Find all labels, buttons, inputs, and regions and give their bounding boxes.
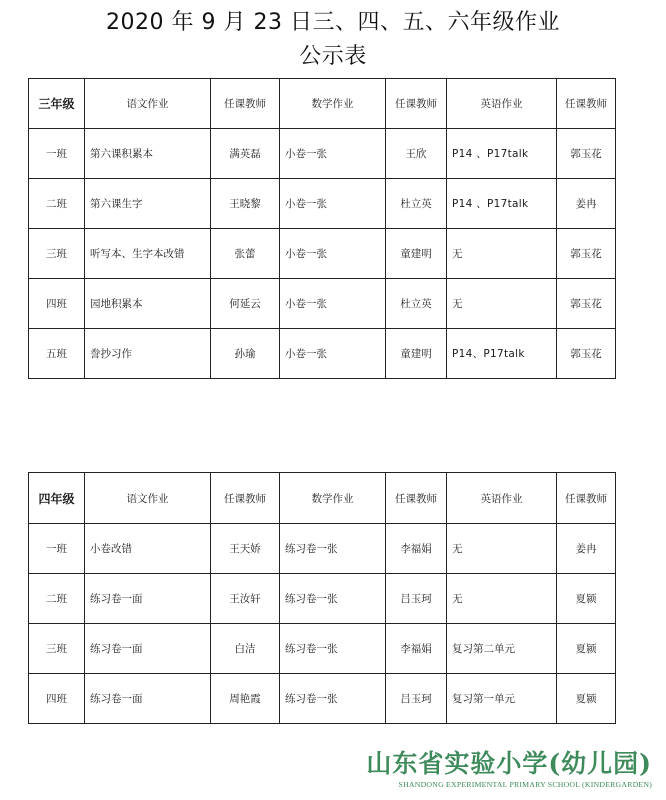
teacher-cell: 吕玉珂 — [386, 574, 447, 624]
chinese-homework-cell: 听写本、生字本改错 — [85, 229, 211, 279]
math-homework-cell: 练习卷一张 — [280, 624, 386, 674]
math-homework-cell: 小卷一张 — [280, 129, 386, 179]
grade4-homework-table — [28, 472, 616, 724]
teacher-cell: 吕玉珂 — [386, 674, 447, 724]
teacher-cell: 郭玉花 — [557, 129, 616, 179]
teacher-cell: 王欣 — [386, 129, 447, 179]
header-teacher: 任课教师 — [557, 473, 616, 524]
english-homework-cell: 无 — [447, 574, 557, 624]
english-homework-cell: 复习第二单元 — [447, 624, 557, 674]
header-teacher: 任课教师 — [386, 79, 447, 129]
teacher-cell: 满英磊 — [211, 129, 280, 179]
chinese-homework-cell: 园地积累本 — [85, 279, 211, 329]
english-homework-cell: P14 、P17talk — [447, 129, 557, 179]
chinese-homework-cell: 小卷改错 — [85, 524, 211, 574]
math-homework-cell: 练习卷一张 — [280, 674, 386, 724]
header-english-homework: 英语作业 — [447, 473, 557, 524]
teacher-cell: 孙瑜 — [211, 329, 280, 379]
english-homework-cell: P14、P17talk — [447, 329, 557, 379]
teacher-cell: 张蕾 — [211, 229, 280, 279]
class-cell: 二班 — [29, 574, 85, 624]
header-teacher: 任课教师 — [386, 473, 447, 524]
teacher-cell: 姜冉 — [557, 179, 616, 229]
class-cell: 三班 — [29, 624, 85, 674]
table-row — [29, 524, 616, 574]
table-row — [29, 574, 616, 624]
math-homework-cell: 小卷一张 — [280, 179, 386, 229]
header-teacher: 任课教师 — [211, 79, 280, 129]
table-row — [29, 624, 616, 674]
chinese-homework-cell: 第六课生字 — [85, 179, 211, 229]
math-homework-cell: 练习卷一张 — [280, 574, 386, 624]
table-row — [29, 229, 616, 279]
chinese-homework-cell: 练习卷一面 — [85, 574, 211, 624]
document-title-line1: 2020 年 9 月 23 日三、四、五、六年级作业 — [106, 10, 560, 35]
grade-label-cell: 三年级 — [29, 79, 85, 129]
header-chinese-homework: 语文作业 — [85, 79, 211, 129]
teacher-cell: 李福娟 — [386, 624, 447, 674]
teacher-cell: 姜冉 — [557, 524, 616, 574]
chinese-homework-cell: 第六课积累本 — [85, 129, 211, 179]
teacher-cell: 童建明 — [386, 329, 447, 379]
header-english-homework: 英语作业 — [447, 79, 557, 129]
table-row — [29, 129, 616, 179]
class-cell: 五班 — [29, 329, 85, 379]
school-name-english: SHANDONG EXPERIMENTAL PRIMARY SCHOOL (KINDERGARDEN) — [398, 780, 652, 789]
teacher-cell: 王天娇 — [211, 524, 280, 574]
teacher-cell: 王汝轩 — [211, 574, 280, 624]
header-math-homework: 数学作业 — [280, 473, 386, 524]
class-cell: 一班 — [29, 129, 85, 179]
english-homework-cell: 复习第一单元 — [447, 674, 557, 724]
grade-label-cell: 四年级 — [29, 473, 85, 524]
chinese-homework-cell: 练习卷一面 — [85, 674, 211, 724]
english-homework-cell: 无 — [447, 524, 557, 574]
header-teacher: 任课教师 — [557, 79, 616, 129]
teacher-cell: 周艳霞 — [211, 674, 280, 724]
math-homework-cell: 小卷一张 — [280, 279, 386, 329]
teacher-cell: 杜立英 — [386, 279, 447, 329]
teacher-cell: 白洁 — [211, 624, 280, 674]
teacher-cell: 郭玉花 — [557, 329, 616, 379]
english-homework-cell: 无 — [447, 279, 557, 329]
table-row — [29, 179, 616, 229]
grade3-homework-table — [28, 78, 616, 379]
teacher-cell: 杜立英 — [386, 179, 447, 229]
math-homework-cell: 小卷一张 — [280, 229, 386, 279]
header-chinese-homework: 语文作业 — [85, 473, 211, 524]
table-row — [29, 674, 616, 724]
teacher-cell: 夏颍 — [557, 674, 616, 724]
table-header-row — [29, 79, 616, 129]
table-row — [29, 329, 616, 379]
teacher-cell: 王晓黎 — [211, 179, 280, 229]
math-homework-cell: 练习卷一张 — [280, 524, 386, 574]
class-cell: 一班 — [29, 524, 85, 574]
teacher-cell: 童建明 — [386, 229, 447, 279]
english-homework-cell: P14 、P17talk — [447, 179, 557, 229]
teacher-cell: 郭玉花 — [557, 279, 616, 329]
teacher-cell: 夏颍 — [557, 624, 616, 674]
teacher-cell: 何延云 — [211, 279, 280, 329]
class-cell: 三班 — [29, 229, 85, 279]
chinese-homework-cell: 练习卷一面 — [85, 624, 211, 674]
math-homework-cell: 小卷一张 — [280, 329, 386, 379]
class-cell: 四班 — [29, 674, 85, 724]
class-cell: 四班 — [29, 279, 85, 329]
document-title-line2: 公示表 — [299, 44, 367, 69]
class-cell: 二班 — [29, 179, 85, 229]
school-name-chinese: 山东省实验小学(幼儿园) — [366, 749, 652, 778]
teacher-cell: 夏颍 — [557, 574, 616, 624]
header-math-homework: 数学作业 — [280, 79, 386, 129]
teacher-cell: 郭玉花 — [557, 229, 616, 279]
header-teacher: 任课教师 — [211, 473, 280, 524]
school-logo — [352, 748, 652, 794]
table-header-row — [29, 473, 616, 524]
teacher-cell: 李福娟 — [386, 524, 447, 574]
chinese-homework-cell: 誊抄习作 — [85, 329, 211, 379]
english-homework-cell: 无 — [447, 229, 557, 279]
table-row — [29, 279, 616, 329]
